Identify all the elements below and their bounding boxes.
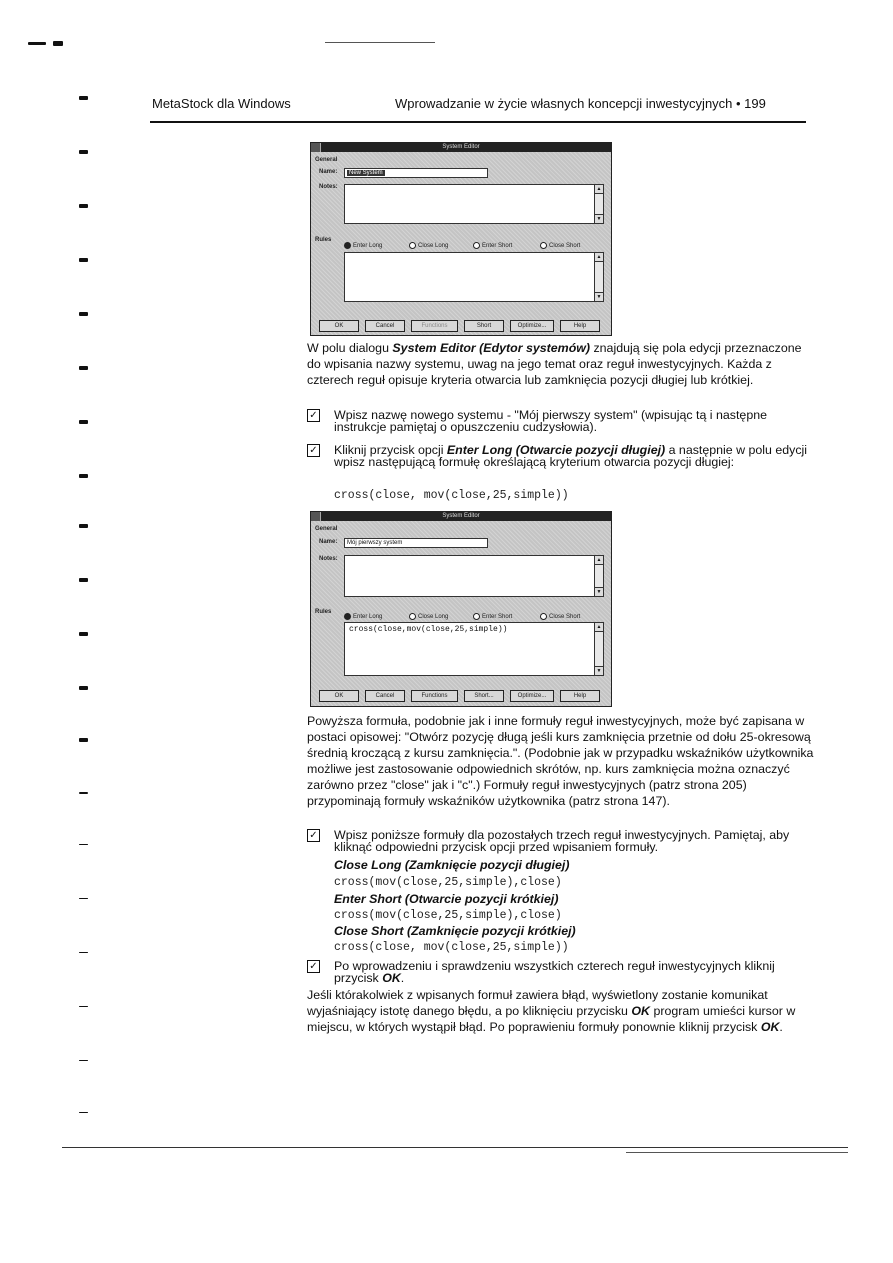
text-run: program umieści kursor w miejscu, w których wystąpił błąd. Po poprawieniu formuły ponownie kliknij przycisk [307,1004,796,1034]
scroll-down-icon[interactable]: ▼ [596,216,602,222]
bottom-rule-short [626,1152,848,1153]
margin-mark [79,312,88,316]
code-formula-4: cross(close, mov(close,25,simple)) [334,941,569,954]
help-button[interactable]: Help [560,690,600,702]
name-input[interactable]: Mój pierwszy system [344,538,488,548]
scroll-down-icon[interactable]: ▼ [596,668,602,674]
notes-label: Notes: [319,556,338,562]
checkbox-checked-icon: ✓ [307,444,320,457]
text-run: . [400,971,405,985]
general-group-label: General [315,526,338,532]
system-editor-dialog-2 [310,511,612,707]
name-input[interactable] [344,168,488,178]
radio-enter-short[interactable] [473,242,512,249]
text-run: . [779,1020,783,1034]
scroll-up-icon[interactable]: ▲ [596,254,602,260]
margin-mark [79,844,88,845]
subheading-close-long: Close Long (Zamknięcie pozycji długiej) [334,858,570,872]
scroll-down-icon[interactable]: ▼ [596,589,602,595]
margin-mark [79,952,88,953]
rules-group-label: Rules [315,609,332,615]
header-right: Wprowadzanie w życie własnych koncepcji inwestycyjnych • 199 [395,96,766,111]
dialog-titlebar [311,143,611,152]
notes-scrollbar[interactable] [594,185,603,223]
rules-group-label: Rules [315,237,332,243]
emphasis: Enter Long (Otwarcie pozycji długiej) [446,443,666,457]
radio-label: Enter Short [482,614,513,621]
name-input-value: New System [349,170,383,176]
margin-mark [79,204,88,208]
scroll-up-icon[interactable]: ▲ [596,557,602,563]
paragraph-explanation: Powyższa formuła, podobnie jak i inne formuły reguł inwestycyjnych, może być zapisana w postaci opisowej: "Otwórz pozycję długą jeśli kurs zamknięcia przetnie od dołu 25-okresową średnią kroczącą z kursu zamknięcia.". (Podobnie jak w przypadku wskaźników użytkownika możliwe jest zastosowanie odpowiednich skrótów, np. kurs zamknięcia można oznaczyć zarówno przez "close" jak i "c".) Formuły reguł inwestycyjnych (patrz strona 205) przypominają formuły wskaźników użytkownika (patrz strona 147). [307,714,814,808]
scroll-up-icon[interactable]: ▲ [596,186,602,192]
text-run: Jeśli którakolwiek z wpisanych formuł zawiera błąd, wyświetlony zostanie komunikat wyjaśniający istotę danego błędu, a po kliknięciu przycisku [307,988,768,1018]
margin-mark [79,420,88,424]
radio-enter-short[interactable] [473,613,512,620]
margin-mark [28,42,46,45]
text-run: W polu dialogu [307,341,393,355]
margin-mark [79,578,88,582]
margin-mark [79,258,88,262]
margin-mark [79,792,88,794]
code-formula-2: cross(mov(close,25,simple),close) [334,876,562,889]
cancel-button[interactable]: Cancel [365,320,405,332]
header-rule [150,121,806,123]
name-label: Name: [319,539,338,545]
help-button[interactable]: Help [560,320,600,332]
margin-mark [79,524,88,528]
subheading-close-short: Close Short (Zamknięcie pozycji krótkiej) [334,924,576,938]
rule-scrollbar[interactable] [594,253,603,301]
functions-button[interactable]: Functions [411,690,458,702]
margin-mark [79,96,88,100]
step-text [334,444,817,468]
text-run: Kliknij przycisk opcji [334,443,447,457]
step-text: Wpisz nazwę nowego systemu - "Mój pierwszy system" (wpisując tą i następne instrukcje pamiętaj o opuszczeniu cudzysłowia). [334,408,767,434]
top-rule [325,42,435,43]
radio-label: Close Short [549,614,581,621]
text-run: a następnie w polu edycji wpisz następującą formułę określającą kryterium otwarcia pozycji długiej: [334,443,808,469]
paragraph-errors [307,987,817,1035]
header-left: MetaStock dla Windows [152,96,291,111]
bottom-rule [62,1147,848,1148]
radio-label: Enter Long [353,243,383,250]
radio-enter-long[interactable] [344,613,382,620]
step-text: Wpisz poniższe formuły dla pozostałych trzech reguł inwestycyjnych. Pamiętaj, aby kliknąć odpowiedni przycisk opcji przed wpisaniem formuły. [334,828,790,854]
rule-formula-text: cross(close,mov(close,25,simple)) [349,625,508,634]
radio-label: Enter Long [353,614,383,621]
general-group-label: General [315,157,338,163]
rule-scrollbar[interactable] [594,623,603,675]
radio-label: Close Long [418,243,449,250]
code-formula-1: cross(close, mov(close,25,simple)) [334,489,569,502]
radio-close-long[interactable] [409,242,448,249]
radio-label: Close Long [418,614,449,621]
margin-mark [79,686,88,690]
radio-label: Close Short [549,243,581,250]
margin-mark [79,1112,88,1113]
notes-scrollbar[interactable] [594,556,603,596]
ok-button[interactable]: OK [319,690,359,702]
margin-mark [79,150,88,154]
text-run: Po wprowadzeniu i sprawdzeniu wszystkich czterech reguł inwestycyjnych kliknij przycisk [334,959,775,985]
radio-label: Enter Short [482,243,513,250]
emphasis: OK [760,1020,780,1034]
code-formula-3: cross(mov(close,25,simple),close) [334,909,562,922]
checkbox-checked-icon: ✓ [307,829,320,842]
margin-mark [79,366,88,370]
margin-mark [79,1006,88,1007]
emphasis: System Editor (Edytor systemów) [392,341,591,355]
radio-icon [409,242,416,249]
rule-textarea[interactable] [344,252,604,302]
checkbox-checked-icon: ✓ [307,960,320,973]
radio-close-short[interactable] [540,613,580,620]
radio-icon [409,613,416,620]
margin-mark [79,632,88,636]
scroll-down-icon[interactable]: ▼ [596,294,602,300]
margin-mark [79,474,88,478]
radio-enter-long[interactable] [344,242,382,249]
dialog-title: System Editor [442,513,480,519]
radio-close-short[interactable] [540,242,580,249]
system-menu-icon[interactable] [311,143,321,152]
dialog-titlebar [311,512,611,521]
radio-selected-icon [344,242,351,249]
radio-icon [540,242,547,249]
name-label: Name: [319,169,338,175]
step-text [334,960,817,984]
radio-icon [473,242,480,249]
radio-close-long[interactable] [409,613,448,620]
short-button[interactable]: Short... [464,690,504,702]
text-run: znajdują się pola edycji przeznaczone do wpisania nazwy systemu, uwag na jego temat oraz reguł inwestycyjnych. Każda z czterech reguł opisuje kryteria otwarcia lub zamknięcia pozycji długiej lub krótkiej. [307,341,802,387]
notes-textarea[interactable] [344,555,604,597]
short-button[interactable]: Short [464,320,504,332]
system-menu-icon[interactable] [311,512,321,521]
radio-selected-icon [344,613,351,620]
optimize-button[interactable]: Optimize... [510,320,554,332]
system-editor-dialog-1 [310,142,612,336]
emphasis: OK [382,971,401,985]
emphasis: OK [631,1004,650,1018]
ok-button[interactable]: OK [319,320,359,332]
cancel-button[interactable]: Cancel [365,690,405,702]
paragraph-intro [307,340,817,388]
dialog-title: System Editor [442,144,480,150]
scroll-up-icon[interactable]: ▲ [596,624,602,630]
checkbox-checked-icon: ✓ [307,409,320,422]
notes-label: Notes: [319,184,338,190]
margin-mark [79,1060,88,1061]
radio-icon [540,613,547,620]
radio-icon [473,613,480,620]
optimize-button[interactable]: Optimize... [510,690,554,702]
rule-textarea[interactable] [344,622,604,676]
functions-button[interactable]: Functions [411,320,458,332]
margin-mark [53,41,63,46]
subheading-enter-short: Enter Short (Otwarcie pozycji krótkiej) [334,892,559,906]
notes-textarea[interactable] [344,184,604,224]
margin-mark [79,738,88,742]
margin-mark [79,898,88,899]
